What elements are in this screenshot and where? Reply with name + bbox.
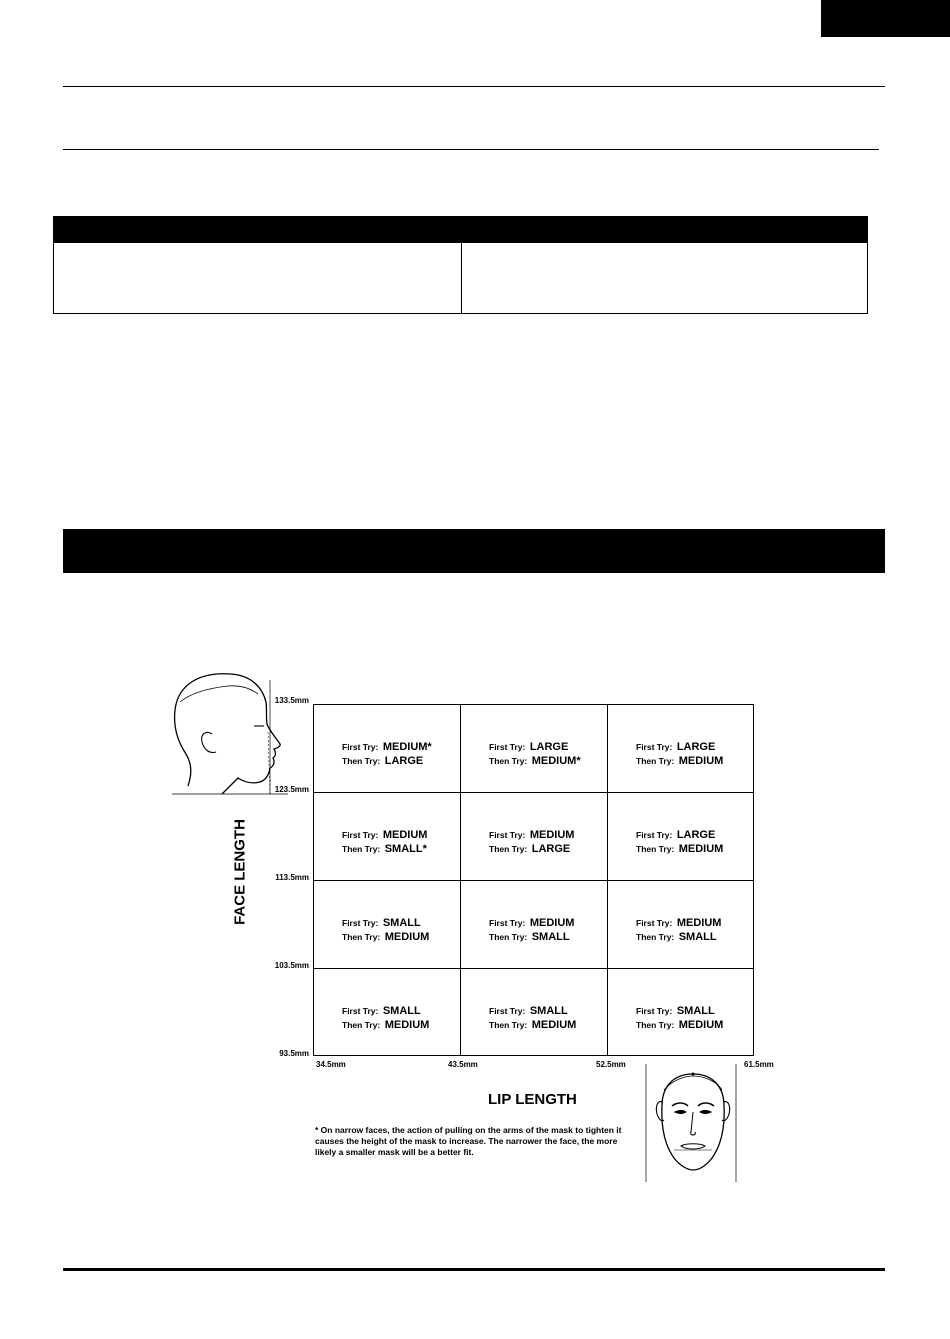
section-heading-bar <box>63 529 885 573</box>
first-try-label: First Try: <box>342 742 379 752</box>
then-try-value: MEDIUM <box>531 1019 577 1031</box>
grid-cell <box>314 705 461 793</box>
then-try-value: SMALL* <box>384 843 427 855</box>
grid-cell <box>314 969 461 1055</box>
first-try-value: MEDIUM <box>529 917 575 929</box>
first-try-label: First Try: <box>342 918 379 928</box>
y-tick-133: 133.5mm <box>274 696 309 705</box>
first-try-value: MEDIUM <box>382 829 428 841</box>
then-try-value: MEDIUM <box>678 1019 724 1031</box>
header-rule-bottom <box>63 149 879 150</box>
first-try-value: SMALL <box>382 1005 421 1017</box>
then-try-value: MEDIUM <box>678 843 724 855</box>
first-try-label: First Try: <box>636 830 673 840</box>
first-try-value: SMALL <box>529 1005 568 1017</box>
grid-cell <box>608 705 753 793</box>
footer-rule <box>63 1268 885 1271</box>
y-axis-label: FACE LENGTH <box>231 819 249 925</box>
grid-cell <box>461 793 608 881</box>
then-try-label: Then Try: <box>489 844 528 854</box>
then-try-value: MEDIUM <box>384 931 430 943</box>
x-tick-34: 34.5mm <box>316 1060 346 1069</box>
then-try-value: MEDIUM <box>384 1019 430 1031</box>
y-tick-113: 113.5mm <box>275 873 309 882</box>
then-try-value: MEDIUM* <box>531 755 581 767</box>
first-try-value: MEDIUM* <box>382 741 432 753</box>
y-tick-123: 123.5mm <box>274 785 309 794</box>
first-try-label: First Try: <box>342 1006 379 1016</box>
grid-cell <box>608 969 753 1055</box>
footnote: * On narrow faces, the action of pulling on the arms of the mask to tighten it causes the height of the mask to increase. The narrower the face, the more likely a smaller mask will be a better fit. <box>315 1125 622 1157</box>
y-tick-103: 103.5mm <box>274 961 309 970</box>
then-try-value: LARGE <box>384 755 424 767</box>
first-try-label: First Try: <box>342 830 379 840</box>
first-try-value: LARGE <box>676 829 716 841</box>
then-try-value: SMALL <box>678 931 717 943</box>
then-try-label: Then Try: <box>636 756 675 766</box>
then-try-value: LARGE <box>531 843 571 855</box>
then-try-label: Then Try: <box>636 932 675 942</box>
grid-cell <box>314 793 461 881</box>
grid-cell <box>461 969 608 1055</box>
then-try-label: Then Try: <box>636 844 675 854</box>
head-profile-illustration <box>170 672 288 798</box>
info-table-divider <box>461 217 462 313</box>
x-axis-label: LIP LENGTH <box>488 1091 577 1108</box>
y-tick-93: 93.5mm <box>279 1049 309 1058</box>
first-try-label: First Try: <box>489 1006 526 1016</box>
then-try-label: Then Try: <box>489 756 528 766</box>
grid-cell <box>461 881 608 969</box>
first-try-label: First Try: <box>489 830 526 840</box>
first-try-value: SMALL <box>676 1005 715 1017</box>
first-try-value: LARGE <box>529 741 569 753</box>
first-try-label: First Try: <box>636 918 673 928</box>
x-tick-61: 61.5mm <box>744 1060 774 1069</box>
then-try-label: Then Try: <box>489 1020 528 1030</box>
grid-cell <box>608 881 753 969</box>
then-try-label: Then Try: <box>342 932 381 942</box>
then-try-value: MEDIUM <box>678 755 724 767</box>
first-try-label: First Try: <box>489 742 526 752</box>
then-try-label: Then Try: <box>342 844 381 854</box>
first-try-label: First Try: <box>636 1006 673 1016</box>
then-try-label: Then Try: <box>636 1020 675 1030</box>
face-front-illustration <box>644 1060 742 1182</box>
grid-cell <box>608 793 753 881</box>
first-try-label: First Try: <box>636 742 673 752</box>
first-try-value: LARGE <box>676 741 716 753</box>
x-tick-52: 52.5mm <box>596 1060 626 1069</box>
header-rule-top <box>63 86 885 87</box>
x-tick-43: 43.5mm <box>448 1060 478 1069</box>
first-try-value: SMALL <box>382 917 421 929</box>
grid-cell <box>314 881 461 969</box>
grid-cell <box>461 705 608 793</box>
then-try-label: Then Try: <box>342 1020 381 1030</box>
first-try-value: MEDIUM <box>529 829 575 841</box>
then-try-value: SMALL <box>531 931 570 943</box>
page-corner-tab <box>821 0 950 37</box>
first-try-label: First Try: <box>489 918 526 928</box>
first-try-value: MEDIUM <box>676 917 722 929</box>
info-table <box>53 216 868 314</box>
then-try-label: Then Try: <box>342 756 381 766</box>
sizing-grid <box>313 704 754 1056</box>
then-try-label: Then Try: <box>489 932 528 942</box>
